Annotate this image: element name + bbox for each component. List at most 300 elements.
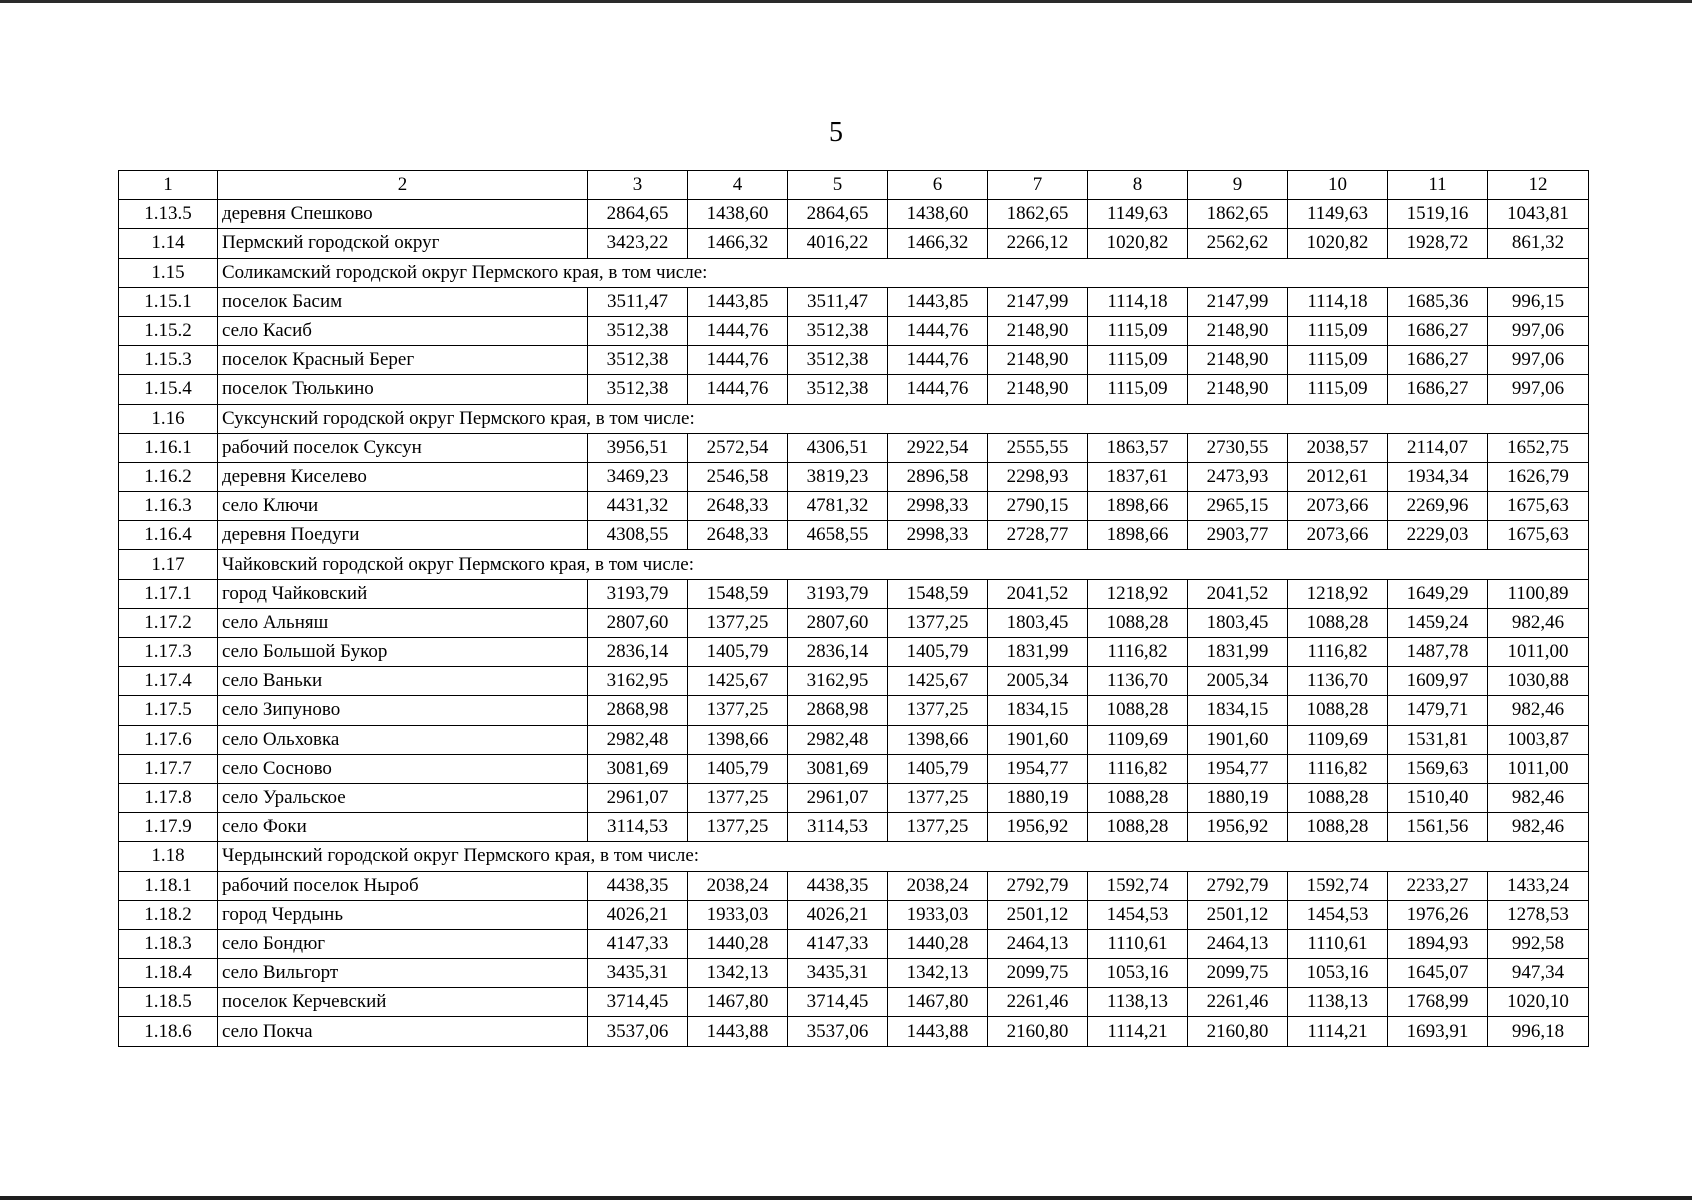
value-cell-col-11: 1561,56 [1388,813,1488,842]
value-cell-col-4: 1440,28 [688,929,788,958]
value-cell-col-12: 1043,81 [1488,200,1589,229]
value-cell-col-6: 1933,03 [888,900,988,929]
value-cell-col-4: 1548,59 [688,579,788,608]
table-row [119,433,1589,462]
table-row [119,287,1589,316]
value-cell-col-8: 1020,82 [1088,229,1188,258]
value-cell-col-10: 1115,09 [1288,375,1388,404]
table-row [119,667,1589,696]
value-cell-col-5: 4658,55 [788,521,888,550]
header-cell: 2 [218,171,588,200]
row-name: деревня Поедуги [218,521,588,550]
value-cell-col-6: 1405,79 [888,754,988,783]
section-title: Чердынский городской округ Пермского края, в том числе: [218,842,1589,871]
row-name: поселок Басим [218,287,588,316]
row-code: 1.15.4 [119,375,218,404]
row-code: 1.16.2 [119,462,218,491]
value-cell-col-5: 4438,35 [788,871,888,900]
value-cell-col-6: 1444,76 [888,346,988,375]
value-cell-col-6: 2038,24 [888,871,988,900]
value-cell-col-12: 947,34 [1488,959,1589,988]
section-row [119,258,1589,287]
value-cell-col-9: 2005,34 [1188,667,1288,696]
value-cell-col-9: 1831,99 [1188,638,1288,667]
value-cell-col-11: 1510,40 [1388,783,1488,812]
value-cell-col-7: 2298,93 [988,462,1088,491]
value-cell-col-10: 1114,18 [1288,287,1388,316]
row-name: село Покча [218,1017,588,1046]
header-cell: 11 [1388,171,1488,200]
value-cell-col-8: 1837,61 [1088,462,1188,491]
value-cell-col-12: 1011,00 [1488,754,1589,783]
value-cell-col-5: 3114,53 [788,813,888,842]
value-cell-col-6: 1440,28 [888,929,988,958]
row-code: 1.17 [119,550,218,579]
value-cell-col-7: 2261,46 [988,988,1088,1017]
value-cell-col-6: 2998,33 [888,492,988,521]
value-cell-col-10: 1136,70 [1288,667,1388,696]
table-row [119,783,1589,812]
value-cell-col-6: 2922,54 [888,433,988,462]
value-cell-col-5: 3714,45 [788,988,888,1017]
row-name: село Уральское [218,783,588,812]
table-row [119,579,1589,608]
value-cell-col-6: 1548,59 [888,579,988,608]
row-code: 1.17.5 [119,696,218,725]
value-cell-col-10: 2073,66 [1288,492,1388,521]
header-row [119,171,1589,200]
table-body [119,171,1589,1047]
value-cell-col-9: 2099,75 [1188,959,1288,988]
value-cell-col-3: 3193,79 [588,579,688,608]
header-cell: 4 [688,171,788,200]
value-cell-col-6: 1443,85 [888,287,988,316]
table-row [119,959,1589,988]
row-name: поселок Красный Берег [218,346,588,375]
row-code: 1.18.1 [119,871,218,900]
value-cell-col-10: 1116,82 [1288,638,1388,667]
value-cell-col-10: 1088,28 [1288,696,1388,725]
value-cell-col-9: 2148,90 [1188,316,1288,345]
value-cell-col-6: 1466,32 [888,229,988,258]
value-cell-col-5: 2807,60 [788,608,888,637]
value-cell-col-3: 4308,55 [588,521,688,550]
value-cell-col-11: 2229,03 [1388,521,1488,550]
value-cell-col-8: 1592,74 [1088,871,1188,900]
value-cell-col-10: 1053,16 [1288,959,1388,988]
value-cell-col-6: 1342,13 [888,959,988,988]
value-cell-col-4: 1443,88 [688,1017,788,1046]
value-cell-col-5: 3512,38 [788,316,888,345]
value-cell-col-4: 1377,25 [688,813,788,842]
value-cell-col-9: 2965,15 [1188,492,1288,521]
table-row [119,200,1589,229]
value-cell-col-4: 1377,25 [688,783,788,812]
value-cell-col-12: 1030,88 [1488,667,1589,696]
row-code: 1.18.4 [119,959,218,988]
value-cell-col-9: 1803,45 [1188,608,1288,637]
value-cell-col-7: 2555,55 [988,433,1088,462]
value-cell-col-3: 3956,51 [588,433,688,462]
value-cell-col-3: 2864,65 [588,200,688,229]
value-cell-col-8: 1109,69 [1088,725,1188,754]
value-cell-col-10: 1115,09 [1288,316,1388,345]
section-title: Чайковский городской округ Пермского края, в том числе: [218,550,1589,579]
value-cell-col-11: 1894,93 [1388,929,1488,958]
table-row [119,988,1589,1017]
row-name: город Чайковский [218,579,588,608]
row-name: село Сосново [218,754,588,783]
value-cell-col-10: 1088,28 [1288,608,1388,637]
value-cell-col-3: 3162,95 [588,667,688,696]
row-name: деревня Киселево [218,462,588,491]
page-number: 5 [829,117,843,148]
value-cell-col-11: 1645,07 [1388,959,1488,988]
value-cell-col-5: 4147,33 [788,929,888,958]
value-cell-col-9: 1880,19 [1188,783,1288,812]
value-cell-col-10: 1114,21 [1288,1017,1388,1046]
row-name: деревня Спешково [218,200,588,229]
value-cell-col-12: 1278,53 [1488,900,1589,929]
value-cell-col-12: 996,15 [1488,287,1589,316]
value-cell-col-10: 1218,92 [1288,579,1388,608]
row-name: село Вильгорт [218,959,588,988]
table-row [119,492,1589,521]
value-cell-col-4: 1444,76 [688,316,788,345]
value-cell-col-7: 2266,12 [988,229,1088,258]
value-cell-col-7: 1834,15 [988,696,1088,725]
table-row [119,871,1589,900]
row-name: село Ключи [218,492,588,521]
value-cell-col-12: 1652,75 [1488,433,1589,462]
value-cell-col-12: 1433,24 [1488,871,1589,900]
row-code: 1.15.2 [119,316,218,345]
value-cell-col-3: 3423,22 [588,229,688,258]
value-cell-col-6: 1467,80 [888,988,988,1017]
section-row [119,842,1589,871]
table-row [119,754,1589,783]
value-cell-col-8: 1115,09 [1088,316,1188,345]
value-cell-col-11: 1479,71 [1388,696,1488,725]
value-cell-col-10: 1110,61 [1288,929,1388,958]
value-cell-col-12: 996,18 [1488,1017,1589,1046]
value-cell-col-8: 1149,63 [1088,200,1188,229]
value-cell-col-6: 1405,79 [888,638,988,667]
value-cell-col-10: 1020,82 [1288,229,1388,258]
value-cell-col-6: 1444,76 [888,375,988,404]
value-cell-col-4: 1342,13 [688,959,788,988]
row-code: 1.17.9 [119,813,218,842]
value-cell-col-11: 1487,78 [1388,638,1488,667]
value-cell-col-7: 1862,65 [988,200,1088,229]
value-cell-col-4: 2648,33 [688,521,788,550]
value-cell-col-5: 3081,69 [788,754,888,783]
value-cell-col-11: 1459,24 [1388,608,1488,637]
value-cell-col-12: 1011,00 [1488,638,1589,667]
value-cell-col-9: 2261,46 [1188,988,1288,1017]
value-cell-col-8: 1115,09 [1088,375,1188,404]
value-cell-col-4: 1438,60 [688,200,788,229]
value-cell-col-5: 2868,98 [788,696,888,725]
table-row [119,375,1589,404]
value-cell-col-3: 4438,35 [588,871,688,900]
value-cell-col-5: 4306,51 [788,433,888,462]
value-cell-col-12: 997,06 [1488,346,1589,375]
value-cell-col-12: 1020,10 [1488,988,1589,1017]
value-cell-col-12: 992,58 [1488,929,1589,958]
value-cell-col-11: 1976,26 [1388,900,1488,929]
value-cell-col-8: 1088,28 [1088,783,1188,812]
value-cell-col-10: 1116,82 [1288,754,1388,783]
value-cell-col-11: 1768,99 [1388,988,1488,1017]
value-cell-col-12: 861,32 [1488,229,1589,258]
value-cell-col-7: 1880,19 [988,783,1088,812]
value-cell-col-4: 1444,76 [688,375,788,404]
value-cell-col-6: 1444,76 [888,316,988,345]
row-code: 1.15.3 [119,346,218,375]
value-cell-col-9: 1862,65 [1188,200,1288,229]
value-cell-col-11: 1693,91 [1388,1017,1488,1046]
value-cell-col-3: 3114,53 [588,813,688,842]
value-cell-col-11: 1649,29 [1388,579,1488,608]
value-cell-col-8: 1138,13 [1088,988,1188,1017]
value-cell-col-3: 4026,21 [588,900,688,929]
value-cell-col-7: 2148,90 [988,346,1088,375]
row-name: село Фоки [218,813,588,842]
value-cell-col-9: 2148,90 [1188,375,1288,404]
value-cell-col-10: 1149,63 [1288,200,1388,229]
value-cell-col-10: 1109,69 [1288,725,1388,754]
value-cell-col-4: 1444,76 [688,346,788,375]
row-code: 1.17.2 [119,608,218,637]
row-code: 1.17.4 [119,667,218,696]
value-cell-col-9: 2501,12 [1188,900,1288,929]
value-cell-col-12: 1626,79 [1488,462,1589,491]
value-cell-col-11: 1686,27 [1388,346,1488,375]
value-cell-col-7: 2792,79 [988,871,1088,900]
value-cell-col-6: 2998,33 [888,521,988,550]
value-cell-col-8: 1088,28 [1088,608,1188,637]
header-cell: 10 [1288,171,1388,200]
value-cell-col-6: 1377,25 [888,608,988,637]
value-cell-col-12: 982,46 [1488,696,1589,725]
value-cell-col-3: 2868,98 [588,696,688,725]
value-cell-col-6: 1438,60 [888,200,988,229]
value-cell-col-7: 2790,15 [988,492,1088,521]
value-cell-col-12: 1675,63 [1488,521,1589,550]
value-cell-col-8: 1898,66 [1088,492,1188,521]
value-cell-col-3: 3512,38 [588,346,688,375]
value-cell-col-7: 2501,12 [988,900,1088,929]
value-cell-col-11: 1531,81 [1388,725,1488,754]
value-cell-col-9: 1901,60 [1188,725,1288,754]
value-cell-col-3: 3512,38 [588,316,688,345]
row-name: село Бондюг [218,929,588,958]
value-cell-col-10: 1115,09 [1288,346,1388,375]
header-cell: 8 [1088,171,1188,200]
table-row [119,521,1589,550]
value-cell-col-5: 2982,48 [788,725,888,754]
value-cell-col-9: 2147,99 [1188,287,1288,316]
value-cell-col-8: 1136,70 [1088,667,1188,696]
value-cell-col-3: 2961,07 [588,783,688,812]
value-cell-col-8: 1114,21 [1088,1017,1188,1046]
value-cell-col-5: 2836,14 [788,638,888,667]
value-cell-col-7: 1831,99 [988,638,1088,667]
value-cell-col-5: 3819,23 [788,462,888,491]
header-cell: 6 [888,171,988,200]
row-name: село Большой Букор [218,638,588,667]
section-title: Соликамский городской округ Пермского края, в том числе: [218,258,1589,287]
value-cell-col-11: 2233,27 [1388,871,1488,900]
value-cell-col-8: 1114,18 [1088,287,1188,316]
value-cell-col-8: 1218,92 [1088,579,1188,608]
value-cell-col-5: 4026,21 [788,900,888,929]
row-name: поселок Тюлькино [218,375,588,404]
row-code: 1.15 [119,258,218,287]
row-code: 1.17.7 [119,754,218,783]
table-row [119,1017,1589,1046]
row-code: 1.17.6 [119,725,218,754]
value-cell-col-10: 1592,74 [1288,871,1388,900]
row-code: 1.16.4 [119,521,218,550]
value-cell-col-5: 3512,38 [788,346,888,375]
table-row [119,900,1589,929]
value-cell-col-3: 3081,69 [588,754,688,783]
value-cell-col-11: 1609,97 [1388,667,1488,696]
value-cell-col-10: 1088,28 [1288,813,1388,842]
value-cell-col-9: 1956,92 [1188,813,1288,842]
value-cell-col-6: 2896,58 [888,462,988,491]
value-cell-col-5: 2864,65 [788,200,888,229]
row-code: 1.18.3 [119,929,218,958]
value-cell-col-5: 3511,47 [788,287,888,316]
value-cell-col-9: 2903,77 [1188,521,1288,550]
value-cell-col-11: 1685,36 [1388,287,1488,316]
value-cell-col-8: 1116,82 [1088,754,1188,783]
value-cell-col-12: 1675,63 [1488,492,1589,521]
table-row [119,696,1589,725]
tariff-table [118,170,1589,1047]
table-row [119,638,1589,667]
section-row [119,404,1589,433]
value-cell-col-4: 2648,33 [688,492,788,521]
value-cell-col-6: 1443,88 [888,1017,988,1046]
value-cell-col-11: 1686,27 [1388,375,1488,404]
value-cell-col-3: 2982,48 [588,725,688,754]
value-cell-col-5: 3193,79 [788,579,888,608]
value-cell-col-8: 1115,09 [1088,346,1188,375]
value-cell-col-7: 2041,52 [988,579,1088,608]
row-name: поселок Керчевский [218,988,588,1017]
value-cell-col-3: 3469,23 [588,462,688,491]
value-cell-col-9: 2160,80 [1188,1017,1288,1046]
value-cell-col-7: 2464,13 [988,929,1088,958]
value-cell-col-9: 1954,77 [1188,754,1288,783]
header-cell: 7 [988,171,1088,200]
value-cell-col-9: 2730,55 [1188,433,1288,462]
value-cell-col-5: 4016,22 [788,229,888,258]
value-cell-col-7: 2160,80 [988,1017,1088,1046]
value-cell-col-3: 3435,31 [588,959,688,988]
value-cell-col-6: 1377,25 [888,813,988,842]
row-name: рабочий поселок Ныроб [218,871,588,900]
value-cell-col-8: 1454,53 [1088,900,1188,929]
value-cell-col-7: 1956,92 [988,813,1088,842]
value-cell-col-8: 1088,28 [1088,813,1188,842]
value-cell-col-7: 2728,77 [988,521,1088,550]
value-cell-col-7: 2148,90 [988,375,1088,404]
header-cell: 5 [788,171,888,200]
value-cell-col-4: 2038,24 [688,871,788,900]
value-cell-col-12: 982,46 [1488,813,1589,842]
row-code: 1.17.8 [119,783,218,812]
value-cell-col-3: 3511,47 [588,287,688,316]
value-cell-col-12: 1003,87 [1488,725,1589,754]
value-cell-col-9: 2792,79 [1188,871,1288,900]
value-cell-col-10: 1138,13 [1288,988,1388,1017]
value-cell-col-5: 4781,32 [788,492,888,521]
value-cell-col-3: 3537,06 [588,1017,688,1046]
value-cell-col-10: 1088,28 [1288,783,1388,812]
value-cell-col-11: 2269,96 [1388,492,1488,521]
value-cell-col-11: 1928,72 [1388,229,1488,258]
row-name: рабочий поселок Суксун [218,433,588,462]
value-cell-col-5: 3512,38 [788,375,888,404]
scan-edge-top [0,0,1692,3]
header-cell: 1 [119,171,218,200]
value-cell-col-6: 1377,25 [888,783,988,812]
value-cell-col-4: 1466,32 [688,229,788,258]
table-row [119,316,1589,345]
value-cell-col-4: 1933,03 [688,900,788,929]
value-cell-col-8: 1053,16 [1088,959,1188,988]
value-cell-col-11: 1569,63 [1388,754,1488,783]
value-cell-col-7: 1803,45 [988,608,1088,637]
value-cell-col-7: 1954,77 [988,754,1088,783]
value-cell-col-9: 2562,62 [1188,229,1288,258]
value-cell-col-12: 997,06 [1488,375,1589,404]
value-cell-col-4: 1467,80 [688,988,788,1017]
table-row [119,346,1589,375]
section-title: Суксунский городской округ Пермского края, в том числе: [218,404,1589,433]
row-name: село Ольховка [218,725,588,754]
value-cell-col-6: 1377,25 [888,696,988,725]
value-cell-col-10: 2038,57 [1288,433,1388,462]
value-cell-col-4: 1443,85 [688,287,788,316]
row-code: 1.13.5 [119,200,218,229]
value-cell-col-11: 1934,34 [1388,462,1488,491]
header-cell: 9 [1188,171,1288,200]
row-code: 1.18 [119,842,218,871]
table-row [119,725,1589,754]
value-cell-col-4: 1405,79 [688,638,788,667]
row-name: село Ваньки [218,667,588,696]
header-cell: 3 [588,171,688,200]
value-cell-col-4: 1405,79 [688,754,788,783]
value-cell-col-11: 1686,27 [1388,316,1488,345]
value-cell-col-8: 1088,28 [1088,696,1188,725]
table-row [119,608,1589,637]
row-code: 1.14 [119,229,218,258]
value-cell-col-3: 4147,33 [588,929,688,958]
row-code: 1.18.6 [119,1017,218,1046]
value-cell-col-4: 2572,54 [688,433,788,462]
value-cell-col-5: 3537,06 [788,1017,888,1046]
row-code: 1.17.3 [119,638,218,667]
value-cell-col-7: 2147,99 [988,287,1088,316]
value-cell-col-4: 2546,58 [688,462,788,491]
